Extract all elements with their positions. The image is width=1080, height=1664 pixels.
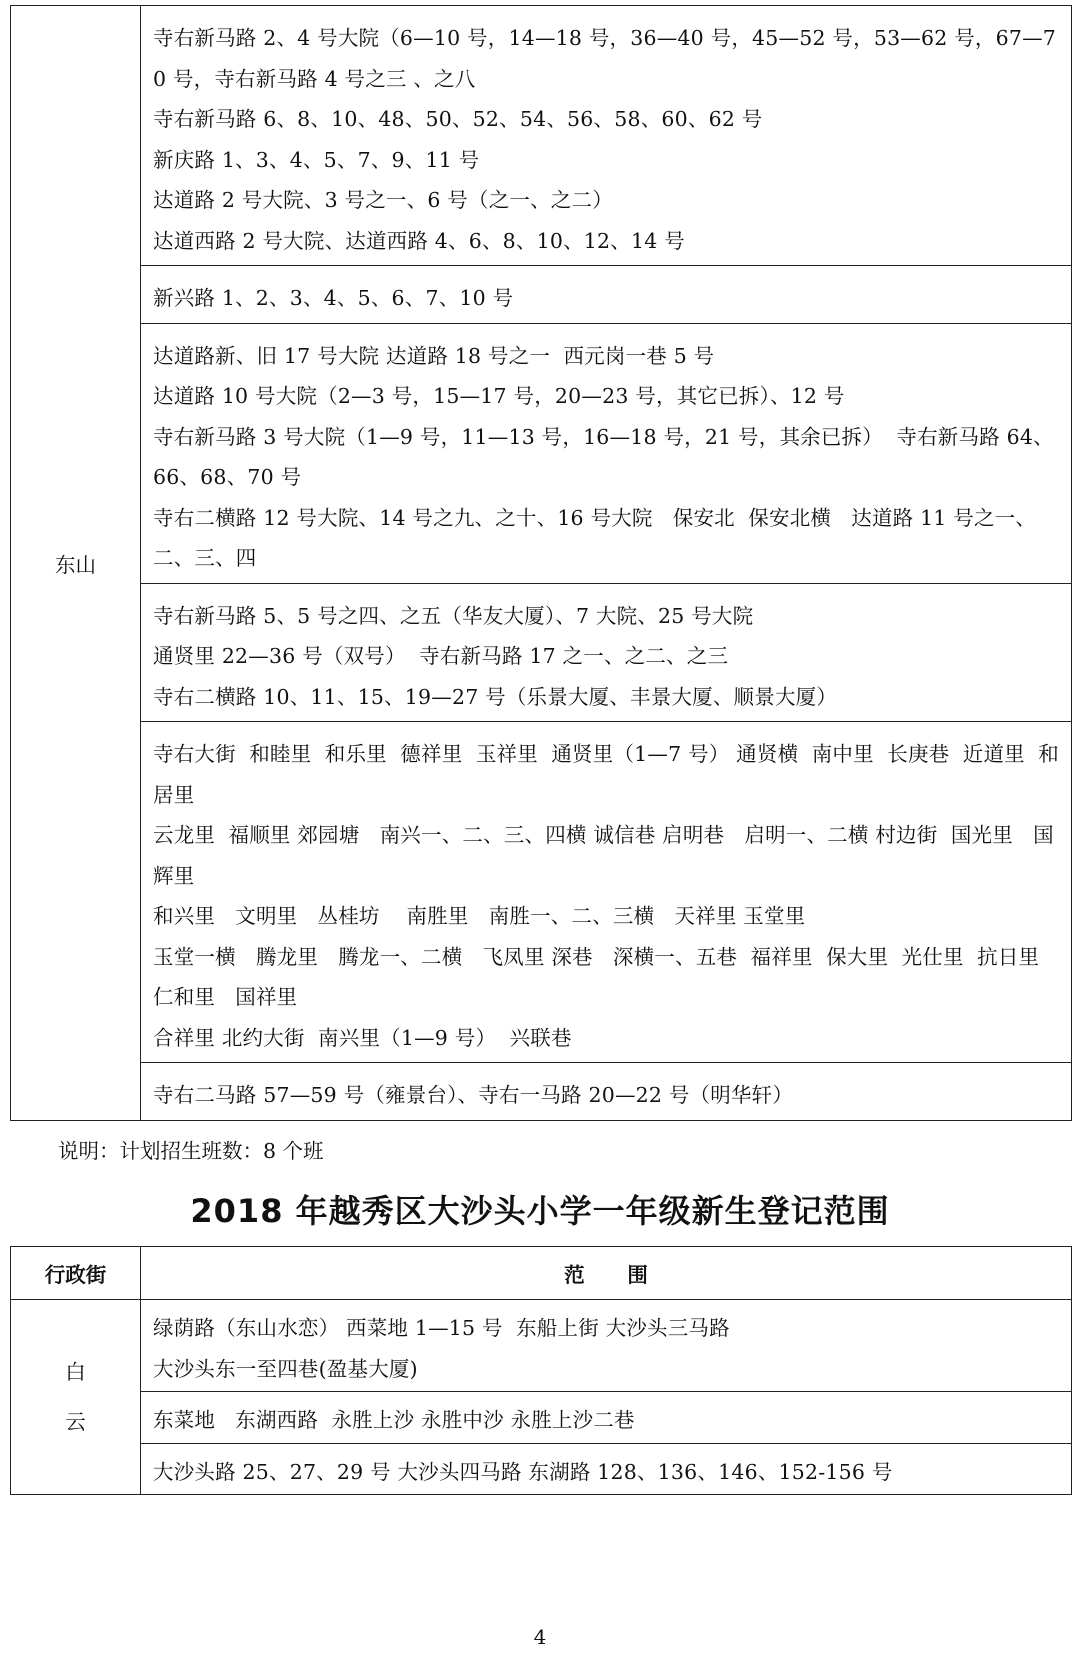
- address-line: 云龙里 福顺里 郊园塘 南兴一、二、三、四横 诚信巷 启明巷 启明一、二横 村边街 国光里 国辉里: [153, 823, 1054, 888]
- address-line: 大沙头路 25、27、29 号 大沙头四马路 东湖路 128、136、146、152-156 号: [153, 1459, 893, 1484]
- address-line: 寺右二马路 57—59 号（雍景台）、寺右一马路 20—22 号（明华轩）: [153, 1083, 794, 1107]
- street-cell: [11, 6, 141, 1121]
- address-line: 寺右新马路 6、8、10、48、50、52、54、56、58、60、62 号: [153, 107, 763, 131]
- header-street: 行政街: [11, 1247, 141, 1300]
- table-row: [11, 1063, 1072, 1121]
- address-line: 合祥里 北约大街 南兴里（1—9 号） 兴联巷: [153, 1025, 572, 1050]
- address-line: 大沙头东一至四巷(盈基大厦): [153, 1356, 418, 1381]
- page-number: 4: [533, 1625, 547, 1649]
- street-name-char: 云: [65, 1410, 86, 1434]
- street-name: 东山: [55, 552, 96, 577]
- address-line: 东菜地 东湖西路 永胜上沙 永胜中沙 永胜上沙二巷: [153, 1408, 635, 1432]
- header-range: 范 围: [141, 1247, 1072, 1300]
- address-line: 新庆路 1、3、4、5、7、9、11 号: [153, 147, 480, 172]
- section-title: 2018 年越秀区大沙头小学一年级新生登记范围: [190, 1192, 890, 1230]
- range-cell: [141, 722, 1072, 1063]
- address-line: 寺右二横路 10、11、15、19—27 号（乐景大厦、丰景大厦、顺景大厦）: [153, 684, 838, 709]
- address-line: 达道西路 2 号大院、达道西路 4、6、8、10、12、14 号: [153, 228, 685, 253]
- table-row: [11, 1300, 1072, 1392]
- address-line: 达道路 10 号大院（2—3 号，15—17 号，20—23 号，其它已拆）、12 号: [153, 384, 845, 408]
- address-line: 寺右大街 和睦里 和乐里 德祥里 玉祥里 通贤里（1—7 号） 通贤横 南中里 长庚巷 近道里 和居里: [153, 742, 1060, 807]
- address-line: 新兴路 1、2、3、4、5、6、7、10 号: [153, 286, 514, 310]
- address-line: 绿荫路（东山水恋） 西菜地 1—15 号 东船上街 大沙头三马路: [153, 1316, 730, 1340]
- enrollment-range-table-2: [10, 1246, 1072, 1495]
- range-cell: [141, 266, 1072, 324]
- table-row: [11, 583, 1072, 722]
- address-line: 达道路新、旧 17 号大院 达道路 18 号之一 西元岗一巷 5 号: [153, 343, 715, 368]
- table-row: [11, 266, 1072, 324]
- address-line: 达道路 2 号大院、3 号之一、6 号（之一、之二）: [153, 188, 613, 212]
- range-cell: [141, 583, 1072, 722]
- class-count-note: 说明：计划招生班数：8 个班: [58, 1139, 324, 1163]
- address-line: 通贤里 22—36 号（双号） 寺右新马路 17 之一、之二、之三: [153, 644, 729, 668]
- table-row: [11, 6, 1072, 266]
- table-row: [11, 722, 1072, 1063]
- address-line: 玉堂一横 腾龙里 腾龙一、二横 飞凤里 深巷 深横一、五巷 福祥里 保大里 光仕里 抗日里 仁和里 国祥里: [153, 944, 1060, 1009]
- address-line: 寺右二横路 12 号大院、14 号之九、之十、16 号大院 保安北 保安北横 达道路 11 号之一、二、三、四: [153, 505, 1037, 570]
- address-line: 和兴里 文明里 丛桂坊 南胜里 南胜一、二、三横 天祥里 玉堂里: [153, 904, 806, 928]
- street-name-char: 白: [65, 1360, 86, 1384]
- range-cell: [141, 323, 1072, 583]
- range-cell: [141, 6, 1072, 266]
- range-cell: [141, 1392, 1072, 1444]
- range-cell: [141, 1300, 1072, 1392]
- table-row: [11, 1392, 1072, 1444]
- enrollment-range-table-1: [10, 5, 1072, 1121]
- address-line: 寺右新马路 2、4 号大院（6—10 号，14—18 号，36—40 号，45—52 号，53—62 号，67—70 号，寺右新马路 4 号之三 、之八: [153, 26, 1057, 91]
- range-cell: [141, 1443, 1072, 1495]
- address-line: 寺右新马路 5、5 号之四、之五（华友大厦）、7 大院、25 号大院: [153, 603, 754, 628]
- street-cell: [11, 1300, 141, 1495]
- table-row: [11, 1443, 1072, 1495]
- table-row: [11, 323, 1072, 583]
- table-header-row: [11, 1247, 1072, 1300]
- range-cell: [141, 1063, 1072, 1121]
- address-line: 寺右新马路 3 号大院（1—9 号，11—13 号，16—18 号，21 号，其余已拆） 寺右新马路 64、66、68、70 号: [153, 424, 1054, 489]
